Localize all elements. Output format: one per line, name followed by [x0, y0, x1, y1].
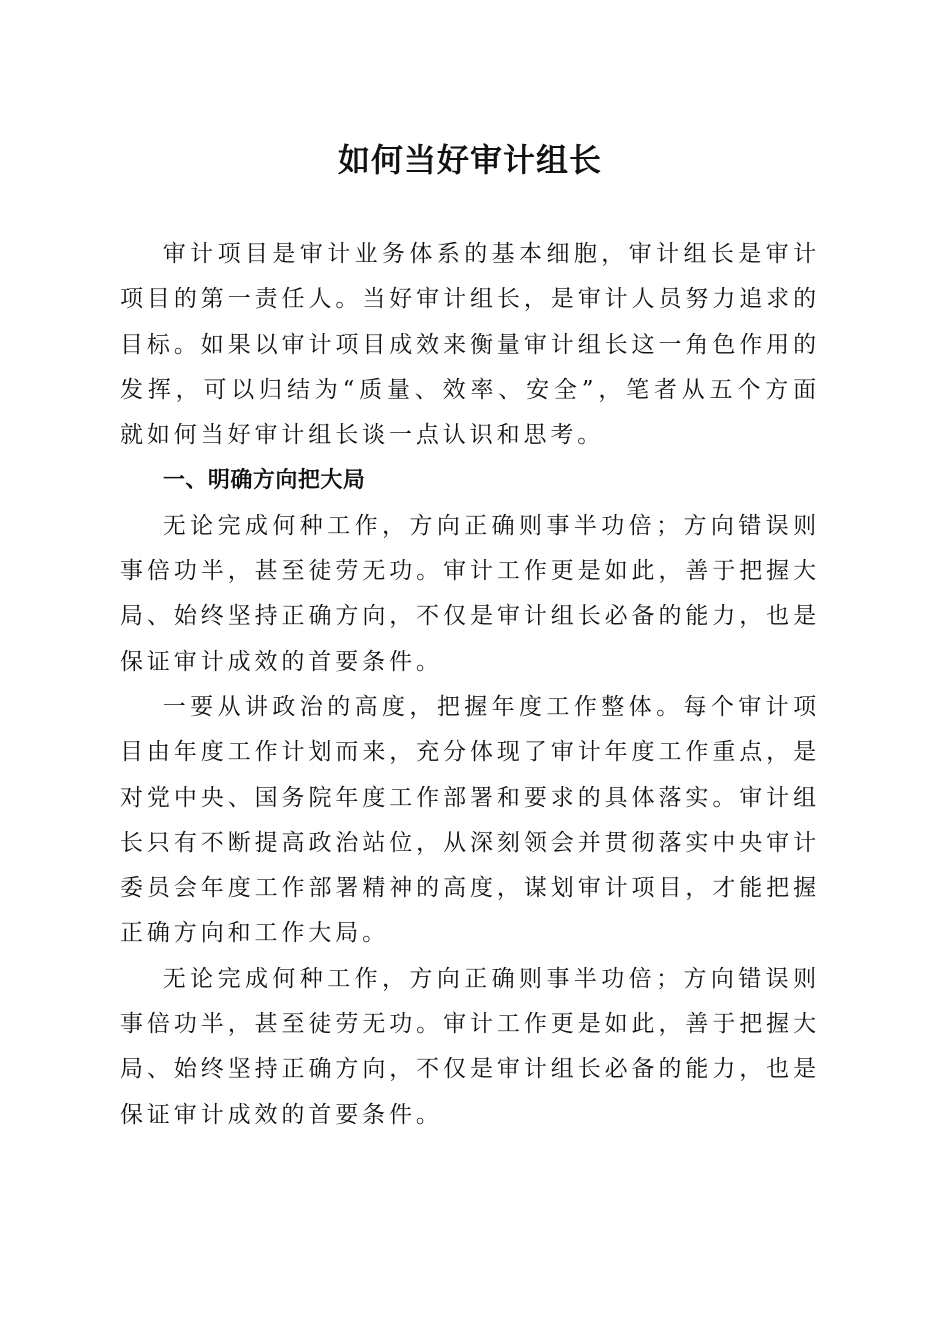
document-body: [120, 232, 820, 1138]
body-paragraph: 无论完成何种工作，方向正确则事半功倍；方向错误则事倍功半，甚至徒劳无功。审计工作更是如此，善于把握大局、始终坚持正确方向，不仅是审计组长必备的能力，也是保证审计成效的首要条件。: [120, 965, 820, 1128]
intro-paragraph: 审计项目是审计业务体系的基本细胞，审计组长是审计项目的第一责任人。当好审计组长，是审计人员努力追求的目标。如果以审计项目成效来衡量审计组长这一角色作用的发挥，可以归结为“质量、效率、安全”，笔者从五个方面就如何当好审计组长谈一点认识和思考。: [120, 241, 820, 449]
body-paragraph: 一要从讲政治的高度，把握年度工作整体。每个审计项目由年度工作计划而来，充分体现了审计年度工作重点，是对党中央、国务院年度工作部署和要求的具体落实。审计组长只有不断提高政治站位，从深刻领会并贯彻落实中央审计委员会年度工作部署精神的高度，谋划审计项目，才能把握正确方向和工作大局。: [120, 693, 820, 947]
document-title: 如何当好审计组长: [337, 141, 602, 179]
body-paragraph: 无论完成何种工作，方向正确则事半功倍；方向错误则事倍功半，甚至徒劳无功。审计工作更是如此，善于把握大局、始终坚持正确方向，不仅是审计组长必备的能力，也是保证审计成效的首要条件。: [120, 512, 820, 675]
section-heading: 一、明确方向把大局: [162, 468, 366, 494]
